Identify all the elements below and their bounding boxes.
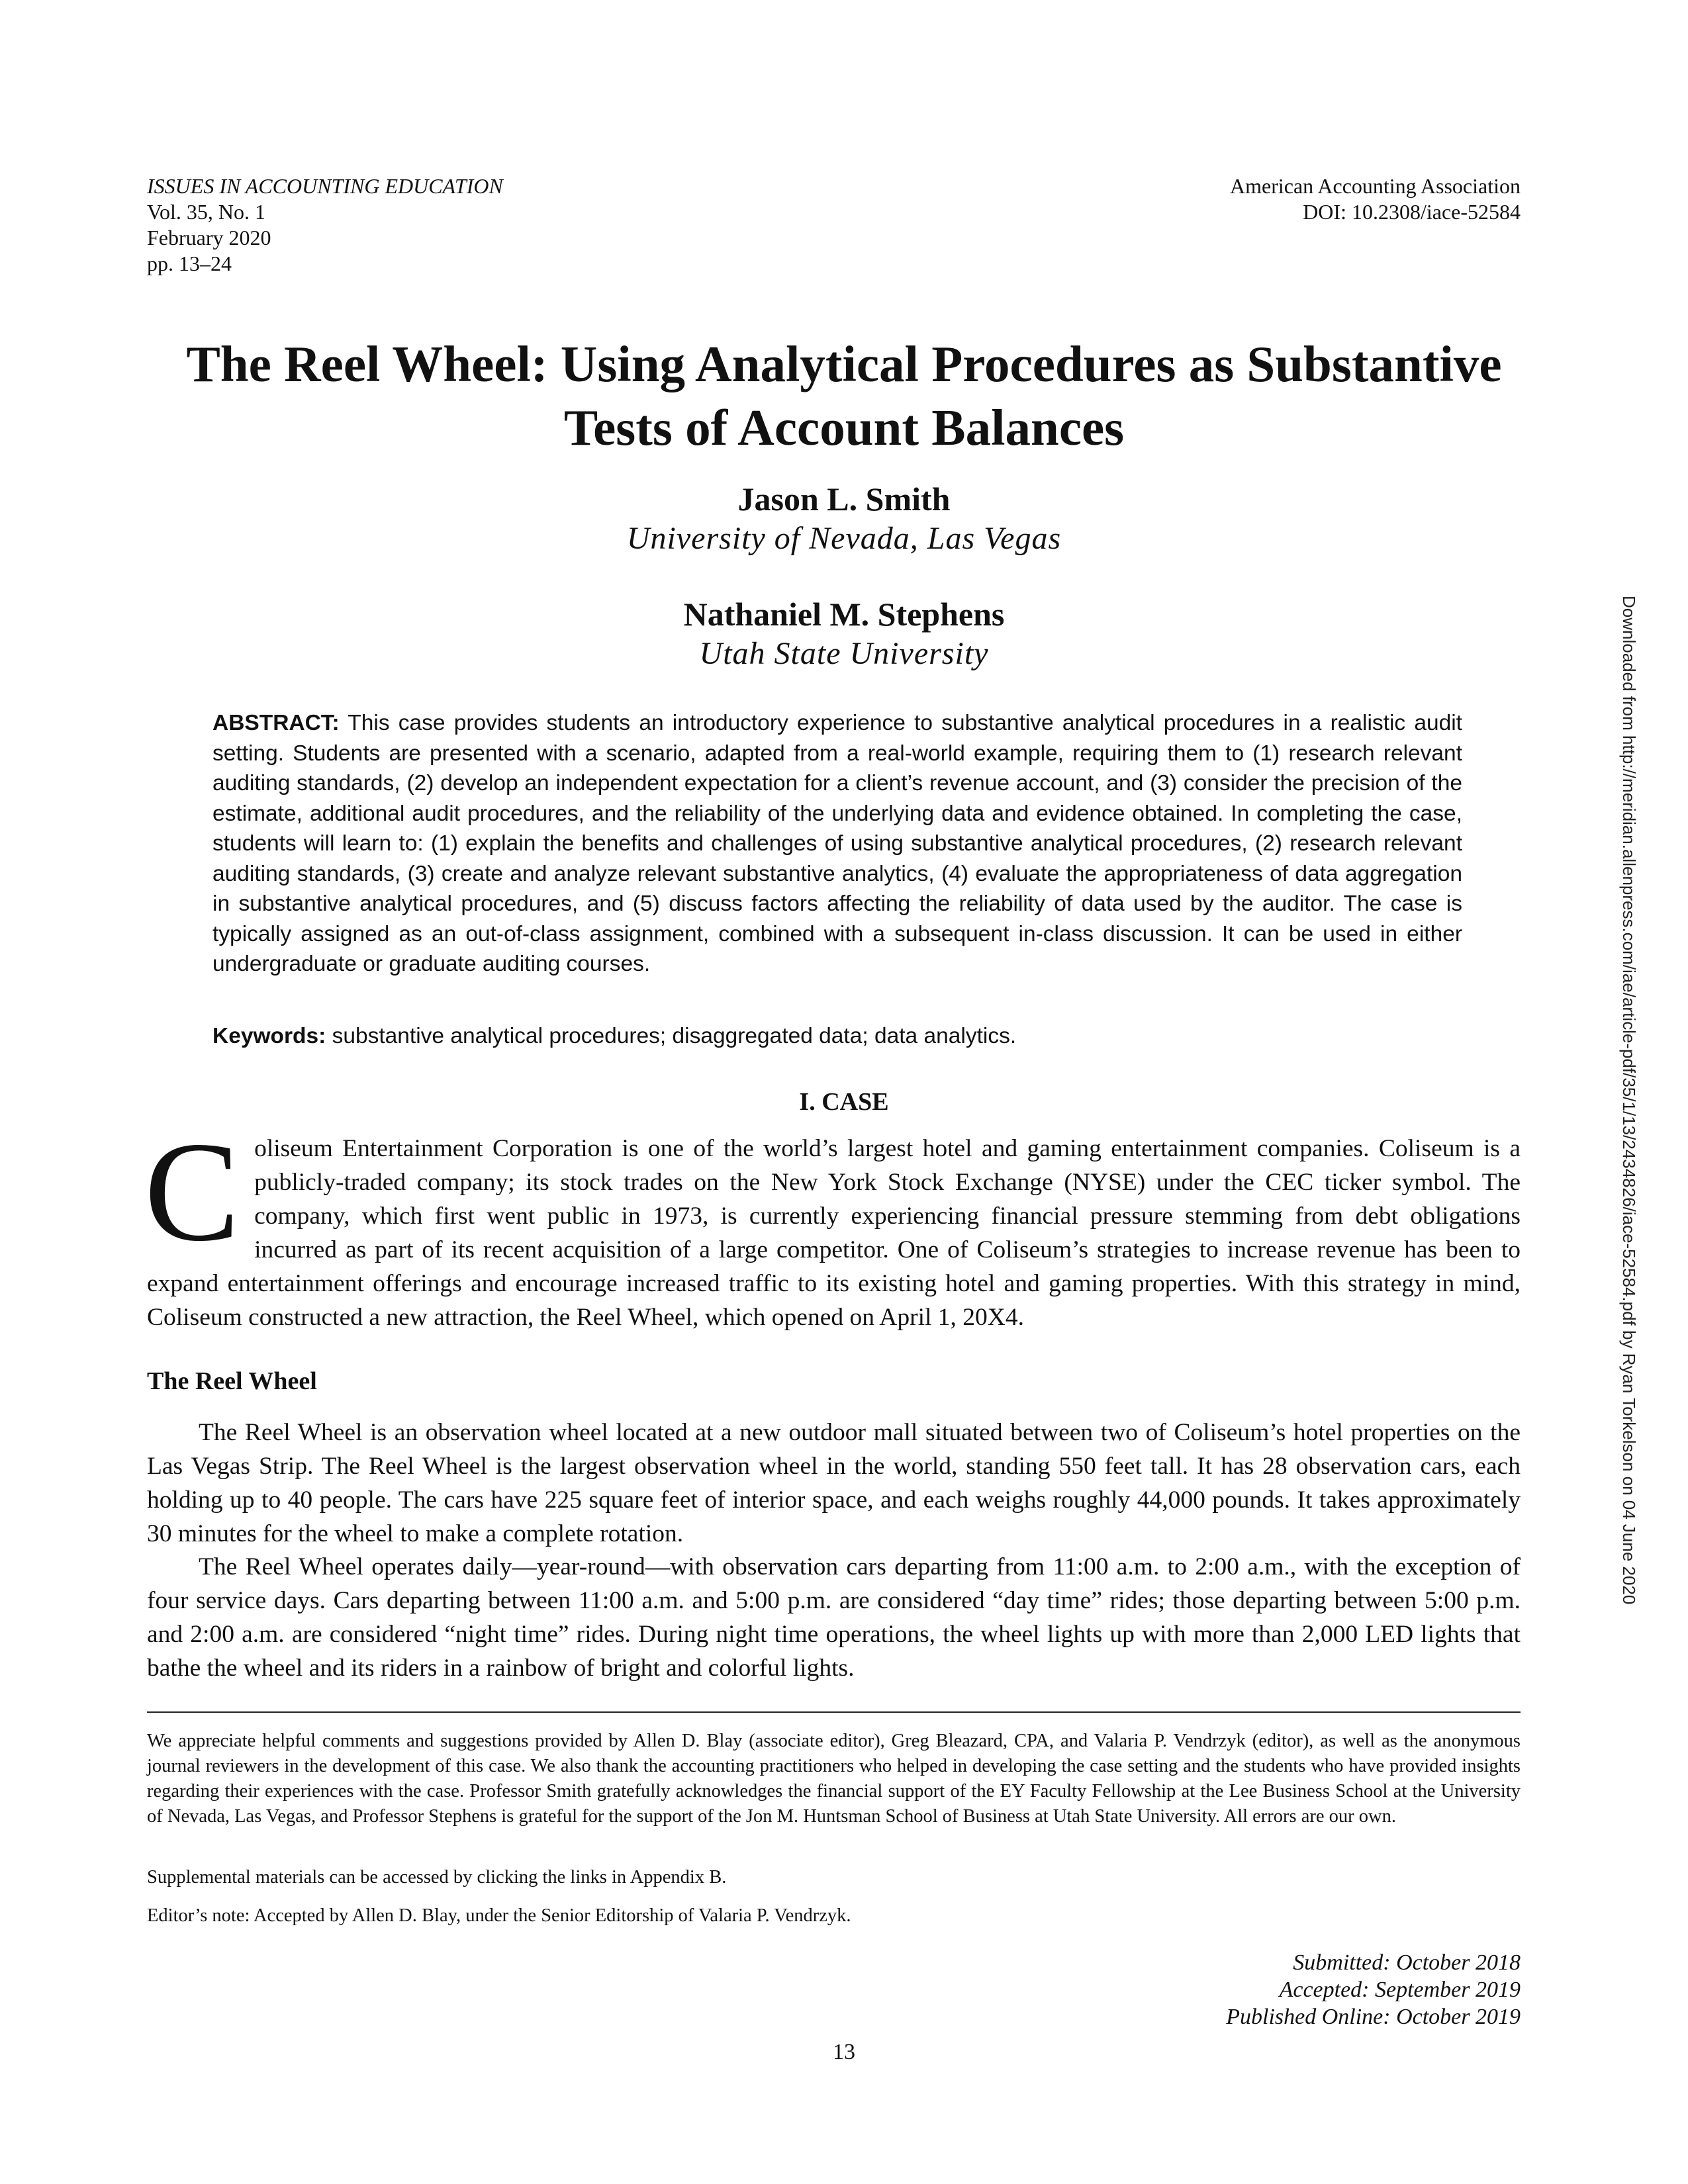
author-block-1	[0, 479, 1688, 559]
drop-cap: C	[144, 1113, 240, 1271]
section-heading: I. CASE	[799, 1088, 889, 1116]
abstract	[212, 708, 1462, 979]
published-date: Published Online: October 2019	[1226, 2005, 1521, 2029]
keywords-text: substantive analytical procedures; disaggregated data; data analytics.	[332, 1024, 1017, 1048]
journal-header-left	[147, 173, 503, 277]
paper-title	[99, 332, 1589, 459]
paper-title-line-2: Tests of Account Balances	[563, 399, 1125, 456]
keywords-label: Keywords:	[212, 1024, 326, 1048]
publication-dates	[1226, 1949, 1521, 2030]
publisher-name: American Accounting Association	[1229, 174, 1521, 198]
abstract-text: This case provides students an introductory experience to substantive analytical procedures in a realistic audit setting. Students are presented with a scenario, adapted from a real-world example, requiring them to (1) research relevant auditing standards, (2) develop an independent expectation for a client’s revenue account, and (3) consider the precision of the estimate, additional audit procedures, and the reliability of the underlying data and evidence obtained. In completing the case, students will learn to: (1) explain the benefits and challenges of using substantive analytical procedures, (2) research relevant auditing standards, (3) create and analyze relevant substantive analytics, (4) evaluate the appropriateness of data aggregation in substantive analytical procedures, and (5) discuss factors affecting the reliability of data used by the auditor. The case is typically assigned as an out-of-class assignment, combined with a subsequent in-class discussion. It can be used in either undergraduate or graduate auditing courses.	[212, 711, 1462, 976]
editor-note: Editor’s note: Accepted by Allen D. Blay, under the Senior Editorship of Valaria P. Vendrzyk.	[147, 1905, 851, 1926]
acknowledgment-footnote: We appreciate helpful comments and suggestions provided by Allen D. Blay (associate editor), Greg Bleazard, CPA, and Valaria P. Vendrzyk (editor), as well as the anonymous journal reviewers in the development of this case. We also thank the accounting practitioners who helped in developing the case setting and the students who have provided insights regarding their experiences with the case. Professor Smith gratefully acknowledges the financial support of the EY Faculty Fellowship at the Lee Business School at the University of Nevada, Las Vegas, and Professor Stephens is grateful for the support of the Jon M. Huntsman School of Business at Utah State University. All errors are our own.	[147, 1731, 1521, 1827]
page-number: 13	[833, 2040, 855, 2064]
subsection-heading: The Reel Wheel	[147, 1367, 317, 1395]
keywords	[212, 1021, 1462, 1051]
accepted-date: Accepted: September 2019	[1279, 1978, 1521, 2002]
footnote-divider	[147, 1711, 1521, 1713]
intro-text: oliseum Entertainment Corporation is one of the world’s largest hotel and gaming entertainment companies. Coliseum is a publicly-traded company; its stock trades on the New York Stock Exchange (NYSE) under the CEC ticker symbol. The company, which first went public in 1973, is currently experiencing financial pressure stemming from debt obligations incurred as part of its recent acquisition of a large competitor. One of Coliseum’s strategies to increase revenue has been to expand entertainment offerings and encourage increased traffic to its existing hotel and gaming properties. With this strategy in mind, Coliseum constructed a new attraction, the Reel Wheel, which opened on April 1, 20X4.	[147, 1135, 1521, 1331]
author-name: Jason L. Smith	[737, 480, 951, 518]
journal-name: ISSUES IN ACCOUNTING EDUCATION	[147, 174, 503, 198]
body-paragraph: The Reel Wheel operates daily—year-round—with observation cars departing from 11:00 a.m. to 2:00 a.m., with the exception of four service days. Cars departing between 11:00 a.m. and 5:00 p.m. are considered “day time” rides; those departing between 5:00 p.m. and 2:00 a.m. are considered “night time” rides. During night time operations, the wheel lights up with more than 2,000 LED lights that bathe the wheel and its riders in a rainbow of bright and colorful lights.	[147, 1553, 1521, 1682]
journal-header-right	[1230, 173, 1521, 225]
doi: DOI: 10.2308/iace-52584	[1303, 200, 1521, 224]
intro-paragraph	[144, 1113, 1521, 1334]
paper-title-line-1: The Reel Wheel: Using Analytical Procedures as Substantive	[186, 336, 1502, 392]
supplemental-footnote: Supplemental materials can be accessed by clicking the links in Appendix B.	[147, 1867, 727, 1888]
abstract-label: ABSTRACT:	[212, 711, 340, 735]
body-paragraph: The Reel Wheel is an observation wheel located at a new outdoor mall situated between two of Coliseum’s hotel properties on the Las Vegas Strip. The Reel Wheel is the largest observation wheel in the world, standing 550 feet tall. It has 28 observation cars, each holding up to 40 people. The cars have 225 square feet of interior space, and each weighs roughly 44,000 pounds. It takes approximately 30 minutes for the wheel to make a complete rotation.	[147, 1419, 1521, 1547]
author-block-2	[0, 594, 1688, 674]
author-affiliation: Utah State University	[699, 636, 989, 671]
download-watermark: Downloaded from http://meridian.allenpress.com/iae/article-pdf/35/1/13/2434826/iace-52584.pdf by Ryan Torkelson on 04 June 2020	[1619, 596, 1639, 1605]
submitted-date: Submitted: October 2018	[1293, 1950, 1521, 1975]
journal-volume: Vol. 35, No. 1	[147, 200, 265, 224]
author-name: Nathaniel M. Stephens	[683, 596, 1005, 633]
journal-pages: pp. 13–24	[147, 251, 232, 275]
author-affiliation: University of Nevada, Las Vegas	[626, 521, 1062, 556]
journal-date: February 2020	[147, 226, 271, 250]
